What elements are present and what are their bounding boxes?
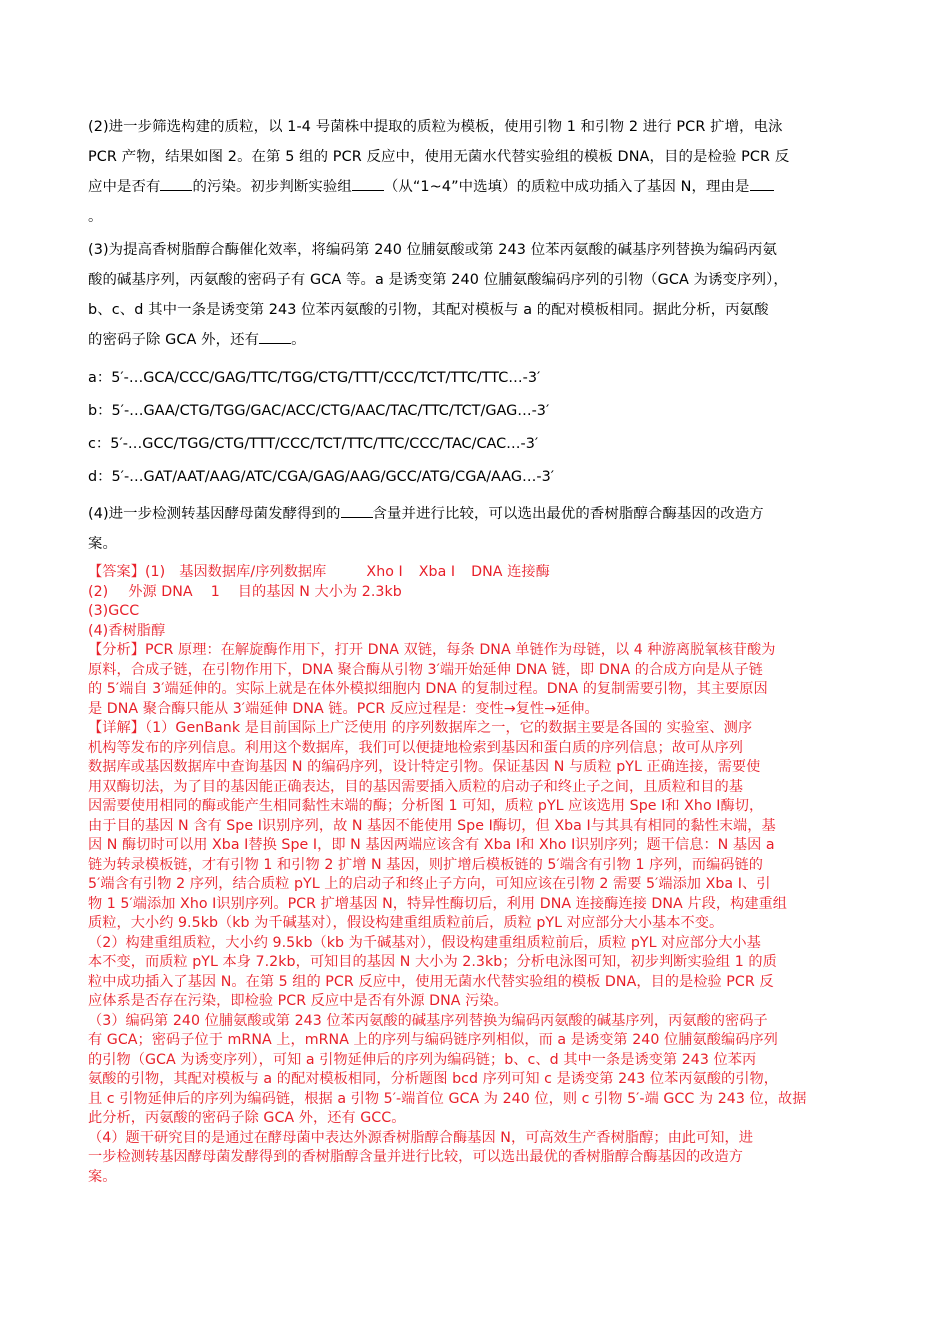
detail-line: 此分析，丙氨酸的密码子除 GCA 外，还有 GCC。 <box>88 1110 406 1126</box>
detail-line: 氨酸的引物，其配对模板与 a 的配对模板相同，分析题图 bcd 序列可知 c 是诱变第 243 位苯丙氨酸的引物， <box>88 1071 779 1087</box>
question-line <box>88 172 868 202</box>
detail-section <box>88 719 868 1187</box>
analysis-line: 原料，合成子链，在引物作用下，DNA 聚合酶从引物 3′端开始延伸 DNA 链，即 DNA 的合成方向是从子链 <box>88 661 763 678</box>
question-text: 。 <box>291 332 306 348</box>
answer-blank <box>352 176 384 191</box>
detail-line: 数据库或基因数据库中查询基因 N 的编码序列，设计特定引物。保证基因 N 与质粒 pYL 正确连接，需要使 <box>88 759 761 775</box>
detail-line: 由于目的基因 N 含有 Spe Ⅰ识别序列，故 N 基因不能使用 Spe Ⅰ酶切，但 Xba Ⅰ与其具有相同的黏性末端，基 <box>88 817 776 834</box>
sequence-b: b：5′-…GAA/CTG/TGG/GAC/ACC/CTG/AAC/TAC/TTC/TCT/GAG…-3′ <box>88 403 550 419</box>
answer-part: 基因数据库/序列数据库 <box>179 564 327 580</box>
detail-line: 案。 <box>88 1168 117 1185</box>
detail-line: 应体系是否存在污染，即检验 PCR 反应中是否有外源 DNA 污染。 <box>88 993 508 1009</box>
detail-line: （4）题干研究目的是通过在酵母菌中表达外源香树脂醇合酶基因 N，可高效生产香树脂醇；由此可知，进 <box>88 1129 753 1146</box>
question-line: (3)为提高香树脂醇合酶催化效率，将编码第 240 位脯氨酸或第 243 位苯丙氨酸的碱基序列替换为编码丙氨 <box>88 242 778 258</box>
answer-part: 外源 DNA <box>128 583 193 600</box>
question-line: b、c、d 其中一条是诱变第 243 位苯丙氨酸的引物，其配对模板与 a 的配对模板相同。据此分析，丙氨酸 <box>88 302 769 318</box>
question-line <box>88 499 868 529</box>
detail-line: （2）构建重组质粒，大小约 9.5kb（kb 为千碱基对），假设构建重组质粒前后，质粒 pYL 对应部分大小基 <box>88 934 761 951</box>
detail-line: 且 c 引物延伸后的序列为编码链，根据 a 引物 5′-端首位 GCA 为 240 位，则 c 引物 5′-端 GCC 为 243 位，故据 <box>88 1090 807 1107</box>
answer-part: 1 <box>210 583 220 600</box>
detail-line: 5′端含有引物 2 序列，结合质粒 pYL 上的启动子和终止子方向，可知应该在引物 2 需要 5′端添加 Xba Ⅰ、引 <box>88 876 771 892</box>
answer-part: Xho Ⅰ <box>366 564 403 580</box>
sequence-d: d：5′-…GAT/AAT/AAG/ATC/CGA/GAG/AAG/GCC/ATG/CGA/AAG…-3′ <box>88 469 555 485</box>
answer-part: Xba Ⅰ <box>418 564 456 580</box>
answer-label: (2) <box>88 583 109 600</box>
sequence-a: a：5′-…GCA/CCC/GAG/TTC/TGG/CTG/TTT/CCC/TCT/TTC/TTC…-3′ <box>88 370 541 386</box>
analysis-line: 【分析】PCR 原理：在解旋酶作用下，打开 DNA 双链，每条 DNA 单链作为母链，以 4 种游离脱氧核苷酸为 <box>88 642 776 658</box>
detail-line: 用双酶切法，为了目的基因能正确表达，目的基因需要插入质粒的启动子和终止子之间，且质粒和目的基 <box>88 778 743 795</box>
answer-blank <box>160 176 192 191</box>
question-4 <box>88 499 868 559</box>
question-text: 的密码子除 GCA 外，还有 <box>88 332 260 348</box>
analysis-line: 的 5′端自 3′端延伸的。实际上就是在体外模拟细胞内 DNA 的复制过程。DNA 的复制需要引物，其主要原因 <box>88 681 768 697</box>
analysis-section <box>88 641 868 719</box>
detail-line: 机构等发布的序列信息。利用这个数据库，我们可以便捷地检索到基因和蛋白质的序列信息；故可从序列 <box>88 739 743 756</box>
answer-section <box>88 563 868 641</box>
primer-sequences <box>88 368 868 487</box>
question-line: 酸的碱基序列，丙氨酸的密码子有 GCA 等。a 是诱变第 240 位脯氨酸编码序列的引物（GCA 为诱变序列）， <box>88 272 788 288</box>
answer-line-2 <box>88 583 868 603</box>
question-3 <box>88 235 868 355</box>
answer-part: 目的基因 N 大小为 2.3kb <box>237 583 402 600</box>
question-line: (2)进一步筛选构建的质粒，以 1-4 号菌株中提取的质粒为模板，使用引物 1 和引物 2 进行 PCR 扩增，电泳 <box>88 119 783 135</box>
detail-line: 一步检测转基因酵母菌发酵得到的香树脂醇含量并进行比较，可以选出最优的香树脂醇合酶基因的改造方 <box>88 1149 743 1165</box>
detail-line: 因需要使用相同的酶或能产生相同黏性末端的酶；分析图 1 可知，质粒 pYL 应该选用 Spe Ⅰ和 Xho Ⅰ酶切， <box>88 798 764 814</box>
sequence-c: c：5′-…GCC/TGG/CTG/TTT/CCC/TCT/TTC/TTC/CCC/TAC/CAC…-3′ <box>88 436 539 452</box>
detail-line: 链为转录模板链，才有引物 1 和引物 2 扩增 N 基因，则扩增后模板链的 5′端含有引物 1 序列，而编码链的 <box>88 856 764 873</box>
answer-line-4: (4)香树脂醇 <box>88 622 166 639</box>
detail-line: 【详解】（1）GenBank 是目前国际上广泛使用 的序列数据库之一，它的数据主要是各国的 实验室、测序 <box>88 720 753 736</box>
question-text: 应中是否有 <box>88 179 161 195</box>
question-text: 含量并进行比较，可以选出最优的香树脂醇合酶基因的改造方 <box>372 506 764 522</box>
answer-line-3: (3)GCC <box>88 603 140 619</box>
document-page <box>88 112 868 1187</box>
answer-blank <box>341 503 373 518</box>
question-line: PCR 产物，结果如图 2。在第 5 组的 PCR 反应中，使用无菌水代替实验组的模板 DNA，目的是检验 PCR 反 <box>88 149 790 165</box>
detail-line: 因 N 酶切时可以用 Xba Ⅰ替换 Spe Ⅰ，即 N 基因两端应该含有 Xba Ⅰ和 Xho Ⅰ识别序列；题干信息：N 基因 a <box>88 837 775 853</box>
answer-part: DNA 连接酶 <box>471 564 550 580</box>
question-text: (4)进一步检测转基因酵母菌发酵得到的 <box>88 506 341 522</box>
detail-line: 本不变，而质粒 pYL 本身 7.2kb，可知目的基因 N 大小为 2.3kb；分析电泳图可知，初步判断实验组 1 的质 <box>88 954 777 970</box>
detail-line: 质粒，大小约 9.5kb（kb 为千碱基对），假设构建重组质粒前后，质粒 pYL 对应部分大小基本不变。 <box>88 915 724 931</box>
question-text: （从“1~4”中选填）的质粒中成功插入了基因 N，理由是 <box>383 179 750 195</box>
question-line: 。 <box>88 209 103 225</box>
analysis-line: 是 DNA 聚合酶只能从 3′端延伸 DNA 链。PCR 反应过程是：变性→复性→延伸。 <box>88 700 599 717</box>
detail-line: 有 GCA；密码子位于 mRNA 上，mRNA 上的序列与编码链序列相似，而 a 是诱变第 240 位脯氨酸编码序列 <box>88 1032 778 1048</box>
detail-line: 物 1 5′端添加 Xho Ⅰ识别序列。PCR 扩增基因 N，特异性酶切后，利用 DNA 连接酶连接 DNA 片段，构建重组 <box>88 895 788 912</box>
answer-line-1 <box>88 563 868 583</box>
detail-line: （3）编码第 240 位脯氨酸或第 243 位苯丙氨酸的碱基序列替换为编码丙氨酸的碱基序列，丙氨酸的密码子 <box>88 1012 768 1029</box>
detail-line: 的引物（GCA 为诱变序列），可知 a 引物延伸后的序列为编码链；b、c、d 其中一条是诱变第 243 位苯丙 <box>88 1051 757 1068</box>
question-text: 的污染。初步判断实验组 <box>192 179 352 195</box>
answer-blank <box>750 176 774 191</box>
question-line <box>88 325 868 355</box>
question-line: 案。 <box>88 536 117 552</box>
answer-label: 【答案】(1) <box>88 564 166 580</box>
question-2 <box>88 112 868 232</box>
answer-blank <box>259 329 291 344</box>
detail-line: 粒中成功插入了基因 N。在第 5 组的 PCR 反应中，使用无菌水代替实验组的模板 DNA，目的是检验 PCR 反 <box>88 973 774 990</box>
